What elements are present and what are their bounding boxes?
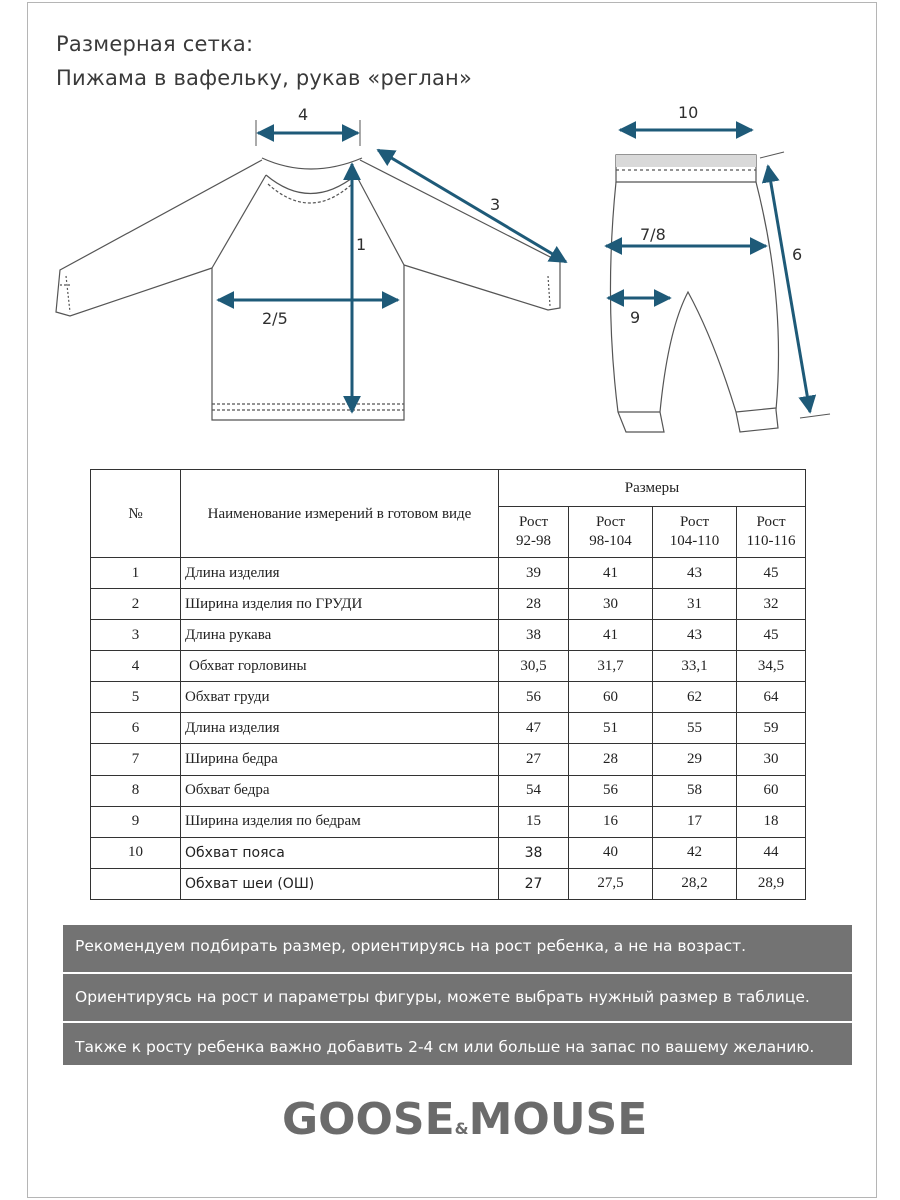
- row-value: 54: [499, 775, 569, 806]
- row-no: 5: [91, 682, 181, 713]
- label-waist: 10: [678, 103, 699, 122]
- label-length-top: 1: [356, 235, 367, 254]
- row-name: Длина рукава: [181, 620, 499, 651]
- row-value: 32: [737, 589, 806, 620]
- table-row: [91, 589, 806, 620]
- row-value: 31,7: [569, 651, 653, 682]
- header-size-col: Рост 110-116: [737, 507, 806, 558]
- row-value: 28,2: [653, 868, 737, 899]
- table-row: [91, 558, 806, 589]
- row-name: Обхват шеи (ОШ): [181, 868, 499, 899]
- row-name: Обхват бедра: [181, 775, 499, 806]
- row-value: 17: [653, 806, 737, 837]
- table-row: [91, 868, 806, 899]
- row-value: 39: [499, 558, 569, 589]
- logo-word-left: GOOSE: [282, 1094, 455, 1145]
- table-row: [91, 713, 806, 744]
- label-thigh: 9: [630, 308, 641, 327]
- row-name: Ширина изделия по бедрам: [181, 806, 499, 837]
- row-no: 9: [91, 806, 181, 837]
- table-row: [91, 806, 806, 837]
- row-value: 38: [499, 837, 569, 868]
- note-divider: [63, 1021, 852, 1023]
- row-value: 30,5: [499, 651, 569, 682]
- note-2: Ориентируясь на рост и параметры фигуры, можете выбрать нужный размер в таблице.: [75, 988, 810, 1006]
- row-value: 27: [499, 868, 569, 899]
- logo-word-right: MOUSE: [468, 1094, 648, 1145]
- row-value: 62: [653, 682, 737, 713]
- row-value: 28: [569, 744, 653, 775]
- row-value: 45: [737, 620, 806, 651]
- row-value: 58: [653, 775, 737, 806]
- row-no: 4: [91, 651, 181, 682]
- recommendation-block: [63, 925, 852, 1065]
- table-row: [91, 651, 806, 682]
- header-name: Наименование измерений в готовом виде: [181, 470, 499, 558]
- header-no: №: [91, 470, 181, 558]
- row-value: 41: [569, 558, 653, 589]
- row-value: 31: [653, 589, 737, 620]
- row-no: 8: [91, 775, 181, 806]
- row-no: 10: [91, 837, 181, 868]
- row-value: 30: [737, 744, 806, 775]
- row-value: 43: [653, 558, 737, 589]
- row-value: 27,5: [569, 868, 653, 899]
- row-value: 15: [499, 806, 569, 837]
- row-value: 41: [569, 620, 653, 651]
- logo-ampersand: &: [454, 1119, 469, 1138]
- row-value: 51: [569, 713, 653, 744]
- note-divider: [63, 972, 852, 974]
- row-name: Длина изделия: [181, 558, 499, 589]
- header-size-col: Рост 92-98: [499, 507, 569, 558]
- shirt-outline: [56, 158, 560, 420]
- label-sleeve: 3: [490, 195, 501, 214]
- row-value: 47: [499, 713, 569, 744]
- row-value: 28,9: [737, 868, 806, 899]
- title-line-1: Размерная сетка:: [56, 32, 254, 56]
- garment-diagram: [0, 0, 900, 460]
- header-size-col: Рост 98-104: [569, 507, 653, 558]
- table-row: [91, 837, 806, 868]
- row-name: Ширина бедра: [181, 744, 499, 775]
- row-value: 27: [499, 744, 569, 775]
- row-value: 34,5: [737, 651, 806, 682]
- table-row: [91, 775, 806, 806]
- row-value: 55: [653, 713, 737, 744]
- row-value: 43: [653, 620, 737, 651]
- note-1: Рекомендуем подбирать размер, ориентируясь на рост ребенка, а не на возраст.: [75, 937, 747, 955]
- row-value: 40: [569, 837, 653, 868]
- row-value: 60: [737, 775, 806, 806]
- row-no: 2: [91, 589, 181, 620]
- pants-outline: [610, 155, 778, 432]
- row-value: 59: [737, 713, 806, 744]
- header-sizes: Размеры: [499, 470, 806, 507]
- row-value: 56: [569, 775, 653, 806]
- row-no: 3: [91, 620, 181, 651]
- row-no: 7: [91, 744, 181, 775]
- header-size-col: Рост 104-110: [653, 507, 737, 558]
- row-name: Обхват горловины: [181, 651, 499, 682]
- row-value: 18: [737, 806, 806, 837]
- row-value: 16: [569, 806, 653, 837]
- label-hip: 7/8: [640, 225, 666, 244]
- row-value: 45: [737, 558, 806, 589]
- row-value: 29: [653, 744, 737, 775]
- row-value: 60: [569, 682, 653, 713]
- table-row: [91, 744, 806, 775]
- table-row: [91, 620, 806, 651]
- row-value: 56: [499, 682, 569, 713]
- measure-arrows: [218, 130, 810, 412]
- row-name: Ширина изделия по ГРУДИ: [181, 589, 499, 620]
- note-3: Также к росту ребенка важно добавить 2-4 см или больше на запас по вашему желанию.: [75, 1038, 815, 1056]
- label-chest: 2/5: [262, 309, 288, 328]
- label-neck: 4: [298, 105, 309, 124]
- row-name: Обхват пояса: [181, 837, 499, 868]
- row-value: 28: [499, 589, 569, 620]
- row-name: Длина изделия: [181, 713, 499, 744]
- row-value: 44: [737, 837, 806, 868]
- row-no: [91, 868, 181, 899]
- row-value: 30: [569, 589, 653, 620]
- row-no: 1: [91, 558, 181, 589]
- size-table: [90, 469, 806, 900]
- row-value: 42: [653, 837, 737, 868]
- row-value: 64: [737, 682, 806, 713]
- row-value: 38: [499, 620, 569, 651]
- row-name: Обхват груди: [181, 682, 499, 713]
- label-length-pants: 6: [792, 245, 803, 264]
- table-row: [91, 682, 806, 713]
- row-no: 6: [91, 713, 181, 744]
- title-line-2: Пижама в вафельку, рукав «реглан»: [56, 66, 473, 90]
- brand-logo: [282, 1094, 647, 1144]
- row-value: 33,1: [653, 651, 737, 682]
